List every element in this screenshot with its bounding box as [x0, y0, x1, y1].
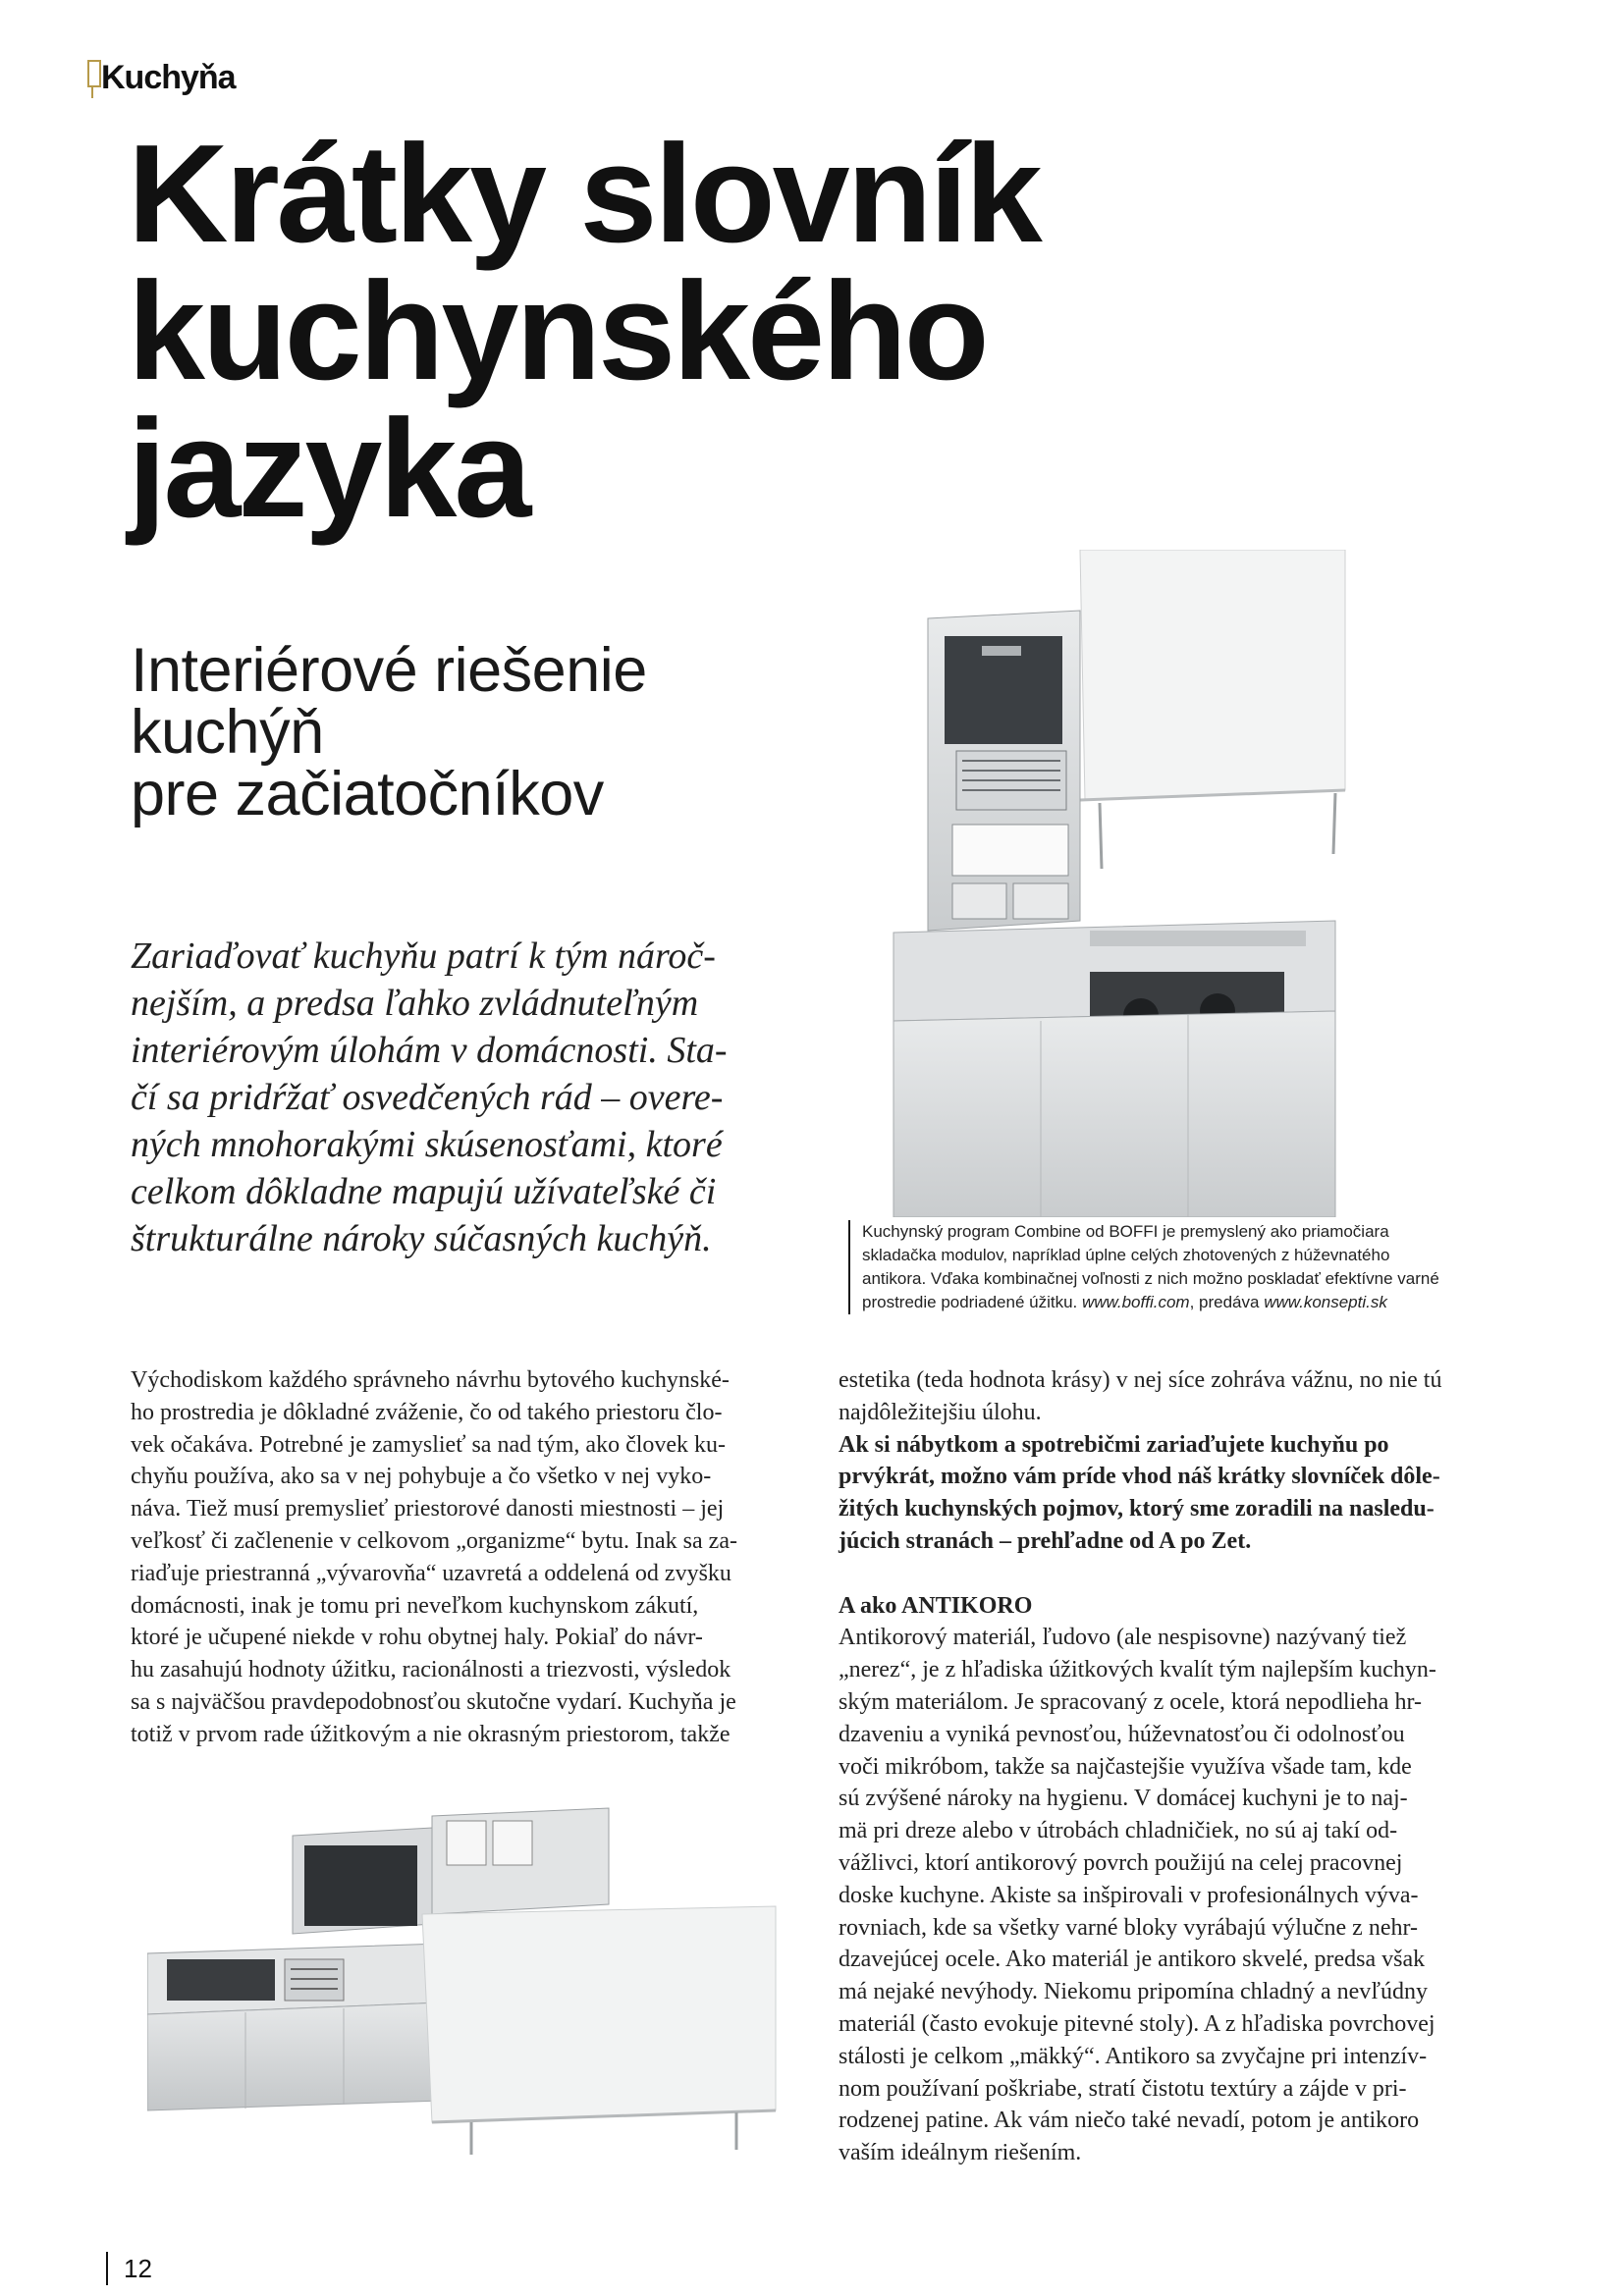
- body-line: sú zvýšené nároky na hygienu. V domácej kuchyni je to naj-: [839, 1786, 1408, 1812]
- lead-line: štrukturálne nároky súčasných kuchýň.: [131, 1218, 712, 1259]
- body-line: ským materiálom. Je spracovaný z ocele, ktorá nepodlieha hr-: [839, 1688, 1422, 1715]
- body-line: vážlivci, ktorí antikorový povrch použijú na celej pracovnej: [839, 1849, 1403, 1876]
- body-line: mä pri dreze alebo v útrobách chladničiek, no sú aj takí od-: [839, 1818, 1398, 1844]
- intro-bold-line: Ak si nábytkom a spotrebičmi zariaďujete kuchyňu po: [839, 1431, 1389, 1458]
- body-line: Východiskom každého správneho návrhu bytového kuchynské-: [131, 1367, 730, 1393]
- body-line: vek očakáva. Potrebné je zamyslieť sa nad tým, ako človek ku-: [131, 1431, 727, 1458]
- lead-line: ných mnohorakými skúsenosťami, ktoré: [131, 1124, 723, 1165]
- caption-link-konsepti[interactable]: www.konsepti.sk: [1264, 1293, 1387, 1311]
- body-line: stálosti je celkom „mäkký“. Antikoro sa zvyčajne pri intenzív-: [839, 2043, 1428, 2069]
- body-line: hu zasahujú hodnoty úžitku, racionálnosti a triezvosti, výsledok: [131, 1657, 731, 1683]
- body-line: sa s najväčšou pravdepodobnosťou skutočne vydarí. Kuchyňa je: [131, 1688, 736, 1715]
- kitchen-photo-top: [884, 550, 1355, 1217]
- lead-line: Zariaďovať kuchyňu patrí k tým nároč-: [131, 935, 716, 977]
- caption-text: prostredie podriadené úžitku.: [862, 1293, 1078, 1311]
- body-line: vaším ideálnym riešením.: [839, 2140, 1082, 2166]
- body-line: riaďuje priestranná „vývarovňa“ uzavretá a oddelená od zvyšku: [131, 1560, 731, 1586]
- body-line: veľkosť či začlenenie v celkovom „organizme“ bytu. Inak sa za-: [131, 1527, 737, 1554]
- body-line: voči mikróbom, takže sa najčastejšie využíva všade tam, kde: [839, 1753, 1412, 1780]
- body-line: dzaveniu a vyniká pevnosťou, húževnatosťou či odolnosťou: [839, 1721, 1405, 1747]
- body-line: „nerez“, je z hľadiska úžitkových kvalít tým najlepším kuchyn-: [839, 1657, 1436, 1683]
- page-title: [128, 116, 1040, 547]
- body-column-left: [131, 1364, 737, 1751]
- subtitle-line: Interiérové riešenie: [131, 636, 647, 705]
- caption-line: skladačka modulov, napríklad úplne celých zhotovených z húževnatého: [862, 1246, 1390, 1264]
- body-line: najdôležitejšiu úlohu.: [839, 1399, 1042, 1425]
- body-line: Antikorový materiál, ľudovo (ale nespisovne) nazývaný tiež: [839, 1625, 1407, 1651]
- caption-line: Kuchynský program Combine od BOFFI je premyslený ako priamočiara: [862, 1222, 1389, 1241]
- page-number: 12: [106, 2252, 152, 2285]
- body-line: náva. Tiež musí premyslieť priestorové danosti miestnosti – jej: [131, 1496, 725, 1522]
- lead-line: čí sa pridŕžať osvedčených rád – overe-: [131, 1077, 724, 1118]
- body-line: chyňu používa, ako sa v nej pohybuje a čo všetko v nej vyko-: [131, 1464, 712, 1490]
- body-line: má nejaké nevýhody. Niekomu pripomína chladný a nevľúdny: [839, 1979, 1429, 2005]
- photo-caption: [848, 1220, 1500, 1314]
- body-line: doske kuchyne. Akiste sa inšpirovali v profesionálnych výva-: [839, 1882, 1419, 1908]
- kitchen-photo-bottom: [147, 1777, 795, 2160]
- title-line: kuchynského: [128, 253, 987, 409]
- page-subtitle: [131, 636, 647, 828]
- subtitle-line: pre začiatočníkov: [131, 760, 604, 828]
- caption-text: , predáva: [1189, 1293, 1260, 1311]
- body-line: rodzenej patine. Ak vám niečo také nevadí, potom je antikoro: [839, 2108, 1420, 2134]
- body-line: ho prostredia je dôkladné zváženie, čo od takého priestoru člo-: [131, 1399, 723, 1425]
- body-line: estetika (teda hodnota krásy) v nej síce zohráva vážnu, no nie tú: [839, 1367, 1442, 1393]
- lead-line: interiérovým úlohám v domácnosti. Sta-: [131, 1030, 728, 1071]
- body-line: dzavejúcej ocele. Ako materiál je antikoro skvelé, predsa však: [839, 1947, 1426, 1973]
- subtitle-line: kuchýň: [131, 698, 324, 767]
- body-line: materiál (často evokuje pitevné stoly). A z hľadiska povrchovej: [839, 2010, 1435, 2037]
- body-line: totiž v prvom rade úžitkovým a nie okrasným priestorom, takže: [131, 1721, 731, 1747]
- caption-link-boffi[interactable]: www.boffi.com: [1081, 1293, 1190, 1311]
- body-line: ktoré je učupené niekde v rohu obytnej haly. Pokiaľ do návr-: [131, 1625, 703, 1651]
- intro-bold-line: žitých kuchynských pojmov, ktorý sme zoradili na nasledu-: [839, 1496, 1435, 1522]
- body-column-right: [839, 1364, 1441, 2169]
- body-line: domácnosti, inak je tomu pri neveľkom kuchynskom zákutí,: [131, 1592, 699, 1619]
- intro-bold-line: júcich stranách – prehľadne od A po Zet.: [839, 1527, 1252, 1554]
- section-label: Kuchyňa: [101, 59, 236, 96]
- intro-bold-line: prvýkrát, možno vám príde vhod náš krátky slovníček dôle-: [839, 1464, 1440, 1490]
- body-line: nom používaní poškriabe, stratí čistotu textúry a zájde v pri-: [839, 2075, 1407, 2102]
- caption-line: [862, 1291, 1500, 1314]
- title-line: jazyka: [128, 391, 529, 547]
- lead-paragraph: [131, 933, 798, 1262]
- title-line: Krátky slovník: [128, 116, 1040, 272]
- entry-heading: A ako ANTIKORO: [839, 1592, 1033, 1619]
- lead-line: celkom dôkladne mapujú užívateľské či: [131, 1171, 717, 1212]
- caption-line: antikora. Vďaka kombinačnej voľnosti z nich možno poskladať efektívne varné: [862, 1269, 1439, 1288]
- body-line: rovniach, kde sa všetky varné bloky vyrábajú výlučne z nehr-: [839, 1914, 1418, 1941]
- lead-line: nejším, a predsa ľahko zvládnuteľným: [131, 983, 699, 1024]
